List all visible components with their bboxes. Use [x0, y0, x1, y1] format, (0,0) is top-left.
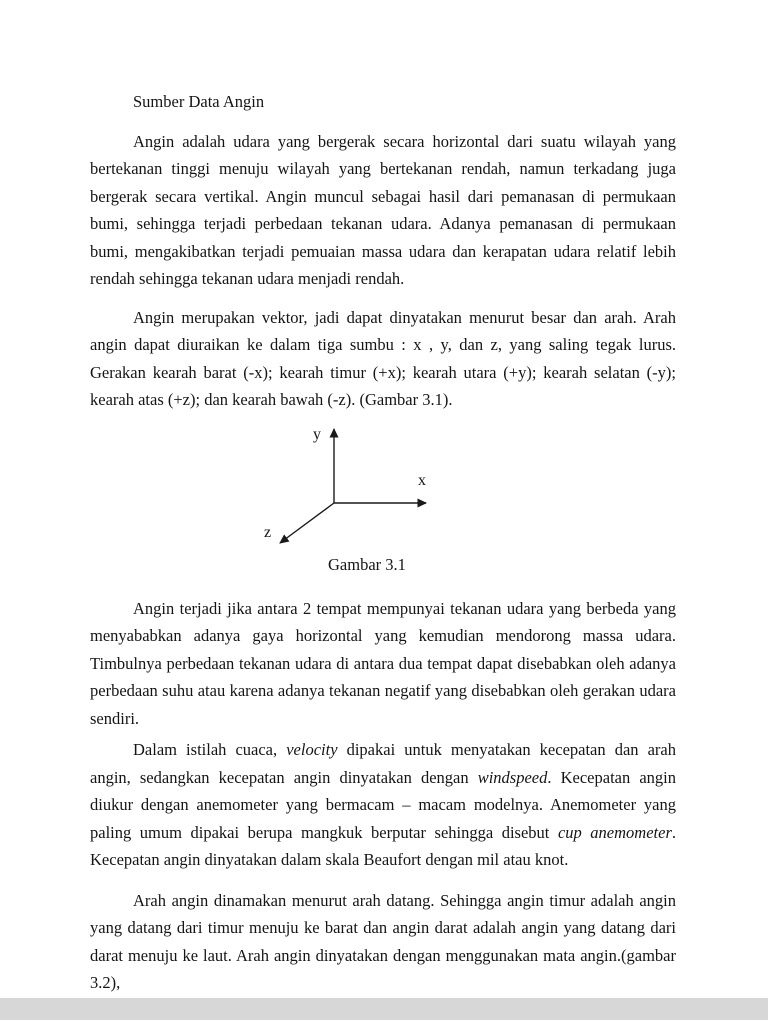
paragraph-wind-vector: Angin merupakan vektor, jadi dapat dinyatakan menurut besar dan arah. Arah angin dapat diuraikan ke dalam tiga sumbu : x , y, dan z, yang saling tegak lurus. Gerakan kearah barat (-x); kearah timur (+x); kearah utara (+y); kearah selatan (-y); kearah atas (+z); dan kearah bawah (-z). (Gambar 3.1). [90, 307, 676, 409]
paragraph-velocity-windspeed: Dalam istilah cuaca, velocity dipakai untuk menyatakan kecepatan dan arah angin, sedangkan kecepatan angin dinyatakan dengan windspeed. Kecepatan angin diukur dengan anemometer yang bermacam – macam modelnya. Anemometer yang paling umum dipakai berupa mangkuk berputar sehingga disebut cup anemometer. Kecepatan angin dinyatakan dalam skala Beaufort dengan mil atau knot. [90, 740, 677, 869]
paragraph-wind-definition: Angin adalah udara yang bergerak secara horizontal dari suatu wilayah yang bertekanan tinggi menuju wilayah yang bertekanan rendah, namun terkadang juga bergerak secara vertikal. Angin muncul sebagai hasil dari pemanasan di permukaan bumi, sehingga terjadi perbedaan tekanan udara. Adanya pemanasan di permukaan bumi, mengakibatkan terjadi pemuaian massa udara dan kerapatan udara relatif lebih rendah sehingga tekanan udara menjadi rendah. [90, 131, 676, 288]
paragraph-pressure-difference: Angin terjadi jika antara 2 tempat mempunyai tekanan udara yang berbeda yang menyababkan adanya gaya horizontal yang kemudian mendorong massa udara. Timbulnya perbedaan tekanan udara di antara dua tempat dapat disebabkan oleh adanya perbedaan suhu atau karena adanya tekanan negatif yang disebabkan oleh gerakan udara sendiri. [90, 598, 676, 728]
xyz-axes-drawing [216, 419, 452, 551]
axes-diagram [216, 419, 452, 575]
z-axis-label: z [264, 523, 272, 541]
x-axis-label: x [418, 471, 426, 489]
figure-caption: Gambar 3.1 [328, 554, 406, 574]
paragraph-wind-direction: Arah angin dinamakan menurut arah datang. Sehingga angin timur adalah angin yang datang dari timur menuju ke barat dan angin darat adalah angin yang datang dari darat menuju ke laut. Arah angin dinyatakan dengan menggunakan mata angin.(gambar 3.2), [90, 890, 676, 992]
z-axis-arrow [280, 503, 334, 543]
document-title: Sumber Data Angin [133, 92, 265, 111]
page-separator-strip [0, 998, 768, 1020]
y-axis-label: y [313, 425, 321, 443]
